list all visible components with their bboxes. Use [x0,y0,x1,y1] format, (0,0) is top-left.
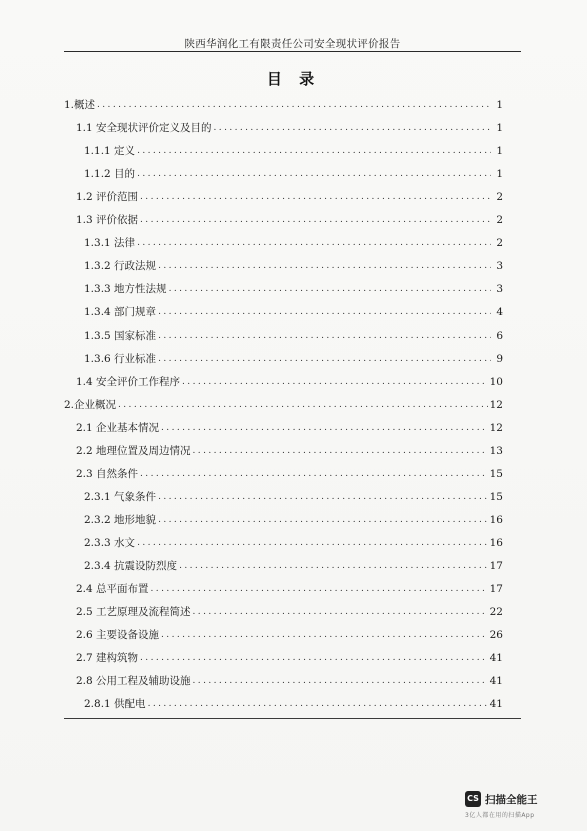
toc-entry-page-number: 2 [496,191,503,204]
toc-entry[interactable] [76,440,503,458]
toc-entry-label: 1.3 评价依据 [76,214,139,227]
toc-entry-label: 2.3.4 抗震设防烈度 [84,560,178,572]
toc-leader-dots [182,376,488,388]
toc-entry-label: 2.3.2 地形地貌 [84,513,157,526]
toc-title: 目 录 [266,70,321,88]
toc-entry-page-number: 15 [489,490,503,503]
toc-entry-page-number: 1 [496,168,503,181]
toc-entry[interactable] [76,209,503,227]
toc-entry[interactable] [84,509,503,527]
toc-leader-dots [161,422,488,434]
toc-entry-page-number: 2 [496,237,503,250]
toc-entry-page-number: 1 [496,99,503,111]
toc-entry-label: 1.3.4 部门规章 [84,306,157,319]
toc-entry-page-number: 22 [489,606,503,619]
toc-entry[interactable] [76,463,503,481]
toc-entry-page-number: 12 [489,398,503,411]
toc-leader-dots [137,168,491,180]
toc-leader-dots [193,606,488,618]
toc-entry[interactable] [76,117,503,135]
toc-entry[interactable] [84,255,503,273]
toc-entry[interactable] [84,140,503,158]
toc-entry[interactable] [84,325,503,343]
toc-leader-dots [158,353,491,365]
toc-leader-dots [193,675,488,687]
toc-entry-label: 1.4 安全评价工作程序 [76,375,181,388]
toc-entry-page-number: 3 [496,283,503,296]
toc-leader-dots [137,145,491,157]
scanner-watermark [465,791,575,821]
toc-entry[interactable] [84,555,503,573]
toc-entry[interactable] [84,532,503,550]
toc-entry-page-number: 16 [489,536,503,549]
toc-entry-label: 2.1 企业基本情况 [76,421,160,434]
toc-leader-dots [179,560,488,572]
toc-entry[interactable] [64,94,503,112]
toc-entry-label: 1.3.5 国家标准 [84,329,157,342]
header-divider [64,51,521,52]
toc-entry[interactable] [84,486,503,504]
toc-entry[interactable] [76,647,503,665]
toc-entry-label: 2.6 主要设备设施 [76,629,160,642]
footer-divider [64,718,521,719]
toc-entry-page-number: 41 [489,652,503,665]
toc-entry-label: 2.8.1 供配电 [84,698,146,711]
toc-entry[interactable] [84,693,503,711]
toc-entry-label: 2.8 公用工程及辅助设施 [76,675,191,688]
watermark-tagline: 3亿人都在用的扫描App [465,812,535,819]
toc-leader-dots [140,214,491,226]
toc-entry[interactable] [76,670,503,688]
toc-entry[interactable] [84,348,503,366]
toc-entry-label: 1.3.3 地方性法规 [84,283,167,296]
toc-entry-page-number: 2 [496,214,503,227]
toc-entry-label: 1.1.2 目的 [84,168,136,181]
toc-leader-dots [140,652,488,664]
toc-leader-dots [158,330,491,342]
toc-entry-page-number: 41 [489,698,503,711]
toc-entry-label: 2.3 自然条件 [76,467,139,480]
toc-entry-label: 2.5 工艺原理及流程简述 [76,606,191,619]
toc-entry-page-number: 10 [489,375,503,388]
toc-leader-dots [158,260,491,272]
toc-entry-label: 1.3.6 行业标准 [84,352,157,365]
toc-leader-dots [158,491,488,503]
watermark-app-name: 扫描全能王 [485,794,538,806]
toc-entry-page-number: 41 [489,675,503,688]
toc-entry[interactable] [84,301,503,319]
toc-entry[interactable] [76,371,503,389]
toc-entry-page-number: 15 [489,467,503,480]
toc-entry[interactable] [84,278,503,296]
toc-entry[interactable] [76,186,503,204]
toc-entry-page-number: 17 [489,560,503,572]
toc-entry[interactable] [84,232,503,250]
toc-leader-dots [151,583,488,595]
toc-entry-page-number: 6 [496,329,503,342]
toc-leader-dots [118,399,488,411]
toc-entry-page-number: 26 [489,629,503,642]
toc-entry-page-number: 1 [496,122,503,135]
toc-entry-label: 1.3.2 行政法规 [84,260,157,273]
toc-leader-dots [137,237,491,249]
camscanner-logo-icon: CS [465,791,481,807]
toc-entry-label: 2.2 地理位置及周边情况 [76,444,191,457]
toc-entry-page-number: 4 [496,306,503,319]
toc-leader-dots [214,122,491,134]
toc-leader-dots [137,537,488,549]
toc-entry-label: 2.3.1 气象条件 [84,490,157,503]
toc-entry-label: 1.1.1 定义 [84,145,136,158]
toc-leader-dots [161,629,488,641]
toc-leader-dots [140,191,491,203]
toc-leader-dots [169,283,491,295]
toc-leader-dots [97,99,491,111]
toc-entry[interactable] [76,601,503,619]
toc-entry[interactable] [64,394,503,412]
toc-entry-label: 1.1 安全现状评价定义及目的 [76,122,212,135]
toc-entry[interactable] [76,578,503,596]
toc-entry-page-number: 13 [489,444,503,457]
toc-entry-label: 2.7 建构筑物 [76,652,139,665]
toc-entry[interactable] [76,624,503,642]
toc-leader-dots [193,445,488,457]
toc-entry-label: 1.3.1 法律 [84,237,136,250]
toc-entry[interactable] [84,163,503,181]
report-header: 陕西华润化工有限责任公司安全现状评价报告 [184,38,401,50]
toc-entry-page-number: 3 [496,260,503,273]
toc-entry-label: 2.3.3 水文 [84,536,136,549]
toc-entry-label: 2.4 总平面布置 [76,583,149,596]
toc-entry[interactable] [76,417,503,435]
toc-entry-page-number: 17 [489,583,503,596]
toc-entry-page-number: 12 [489,421,503,434]
toc-entry-label: 1.概述 [64,99,96,111]
toc-entry-page-number: 16 [489,513,503,526]
toc-leader-dots [158,514,488,526]
toc-entry-page-number: 9 [496,352,503,365]
toc-leader-dots [158,306,491,318]
toc-entry-label: 2.企业概况 [64,398,117,411]
toc-entry-label: 1.2 评价范围 [76,191,139,204]
toc-leader-dots [140,468,488,480]
toc-entry-page-number: 1 [496,145,503,158]
toc-leader-dots [148,698,488,710]
